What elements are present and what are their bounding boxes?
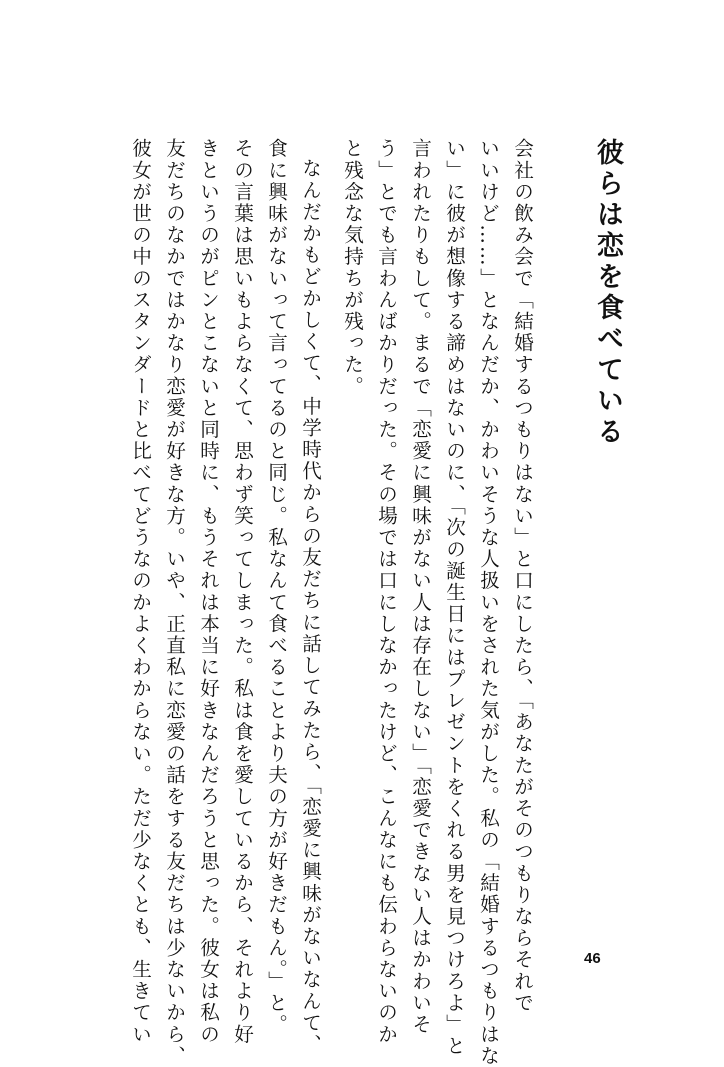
body-line: う」とでも言わんばかりだった。その場では口にしなかったけど、こんなにも伝わらないのか [374, 138, 398, 1046]
body-line: 彼女が世の中のスタンダードと比べてどうなのかよくわからない。ただ少なくとも、生きてい [128, 138, 152, 1046]
page-number: 46 [584, 950, 601, 967]
body-line: と残念な気持ちが残った。 [340, 138, 364, 398]
body-line: その言葉は思いもよらなくて、思わず笑ってしまった。私は食を愛しているから、それより好 [230, 138, 254, 1046]
body-line: 会社の飲み会で「結婚するつもりはない」と口にしたら、「あなたがそのつもりならそれで [510, 138, 534, 1014]
body-line: い」に彼が想像する諦めはないのに、「次の誕生日にはプレゼントをくれる男を見つけろよ」と [442, 138, 466, 1057]
body-line: いいけど……」となんだか、かわいそうな人扱いをされた気がした。私の「結婚するつもりはな [476, 138, 500, 1067]
body-line: きというのがピンとこないと同時に、もうそれは本当に好きなんだろうと思った。彼女は私の [196, 138, 220, 1046]
body-line: 食に興味がないって言ってるのと同じ。私なんて食べることより夫の方が好きだもん。」と。 [264, 138, 288, 1036]
body-line: 友だちのなかではかなり恋愛が好きな方。いや、正直私に恋愛の話をする友だちは少ないから、 [162, 138, 186, 1067]
body-line: なんだかもどかしくて、中学時代からの友だちに話してみたら、「恋愛に興味がないなんて、 [298, 158, 322, 1056]
body-line: 言われたりもして。まるで「恋愛に興味がない人は存在しない」「恋愛できない人はかわいそ [408, 138, 432, 1036]
chapter-title: 彼らは恋を食べている [592, 138, 623, 448]
